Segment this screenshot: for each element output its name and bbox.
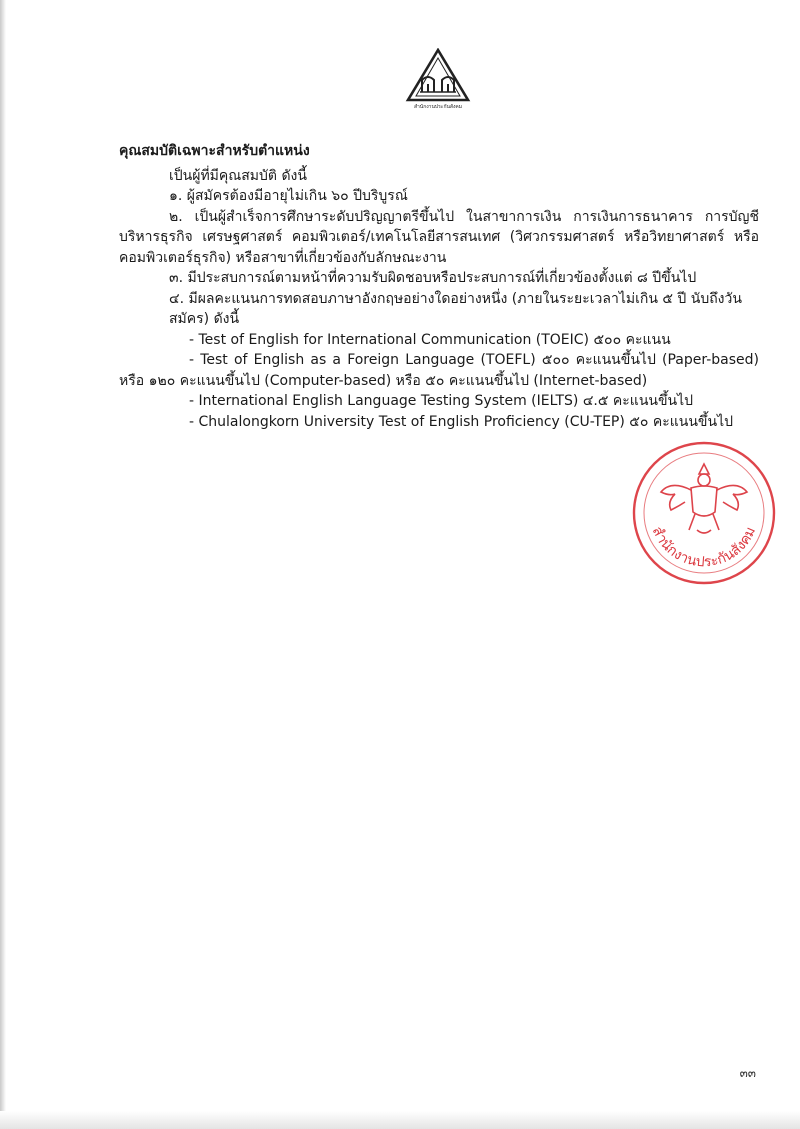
qualification-item-1: ๑. ผู้สมัครต้องมีอายุไม่เกิน ๖๐ ปีบริบูรณ์ xyxy=(169,188,408,204)
intro-line: เป็นผู้ที่มีคุณสมบัติ ดังนี้ xyxy=(169,167,307,184)
test-item-toeic: - Test of English for International Communication (TOEIC) ๕๐๐ คะแนน xyxy=(189,331,671,348)
document-body xyxy=(119,141,759,432)
qualification-item-4: ๔. มีผลคะแนนการทดสอบภาษาอังกฤษอย่างใดอย่างหนึ่ง (ภายในระยะเวลาไม่เกิน ๕ ปี นับถึงวันสมัคร) ดังนี้ xyxy=(169,290,742,327)
svg-text:สำนักงานประกันสังคม xyxy=(649,524,759,570)
test-item-cutep: - Chulalongkorn University Test of English Proficiency (CU-TEP) ๕๐ คะแนนขึ้นไป xyxy=(189,413,733,430)
qualification-item-3: ๓. มีประสบการณ์ตามหน้าที่ความรับผิดชอบหรือประสบการณ์ที่เกี่ยวข้องตั้งแต่ ๘ ปีขึ้นไป xyxy=(169,270,697,286)
official-seal-stamp xyxy=(631,440,777,586)
sso-logo xyxy=(402,48,474,110)
test-item-toefl: - Test of English as a Foreign Language (TOEFL) ๕๐๐ คะแนนขึ้นไป (Paper-based) หรือ ๑๒๐ คะแนนขึ้นไป (Computer-based) หรือ ๕๐ คะแนนขึ้นไป (Internet-based) xyxy=(119,352,759,389)
seal-text: สำนักงานประกันสังคม xyxy=(648,524,760,571)
scan-edge-left xyxy=(0,0,6,1129)
scan-edge-bottom xyxy=(0,1111,800,1129)
section-heading: คุณสมบัติเฉพาะสำหรับตำแหน่ง xyxy=(119,143,310,159)
qualification-item-2: ๒. เป็นผู้สำเร็จการศึกษาระดับปริญญาตรีขึ้นไป ในสาขาการเงิน การเงินการธนาคาร การบัญชี บริหารธุรกิจ เศรษฐศาสตร์ คอมพิวเตอร์/เทคโนโลยีสารสนเทศ (วิศวกรรมศาสตร์ หรือวิทยาศาสตร์ หรือคอมพิวเตอร์ธุรกิจ) หรือสาขาที่เกี่ยวข้องกับลักษณะงาน xyxy=(119,208,759,266)
garuda-emblem-icon xyxy=(661,464,747,533)
logo-caption: สำนักงานประกันสังคม xyxy=(413,104,463,110)
test-item-ielts: - International English Language Testing System (IELTS) ๔.๕ คะแนนขึ้นไป xyxy=(189,393,694,409)
page-number: ๓๓ xyxy=(739,1066,756,1080)
